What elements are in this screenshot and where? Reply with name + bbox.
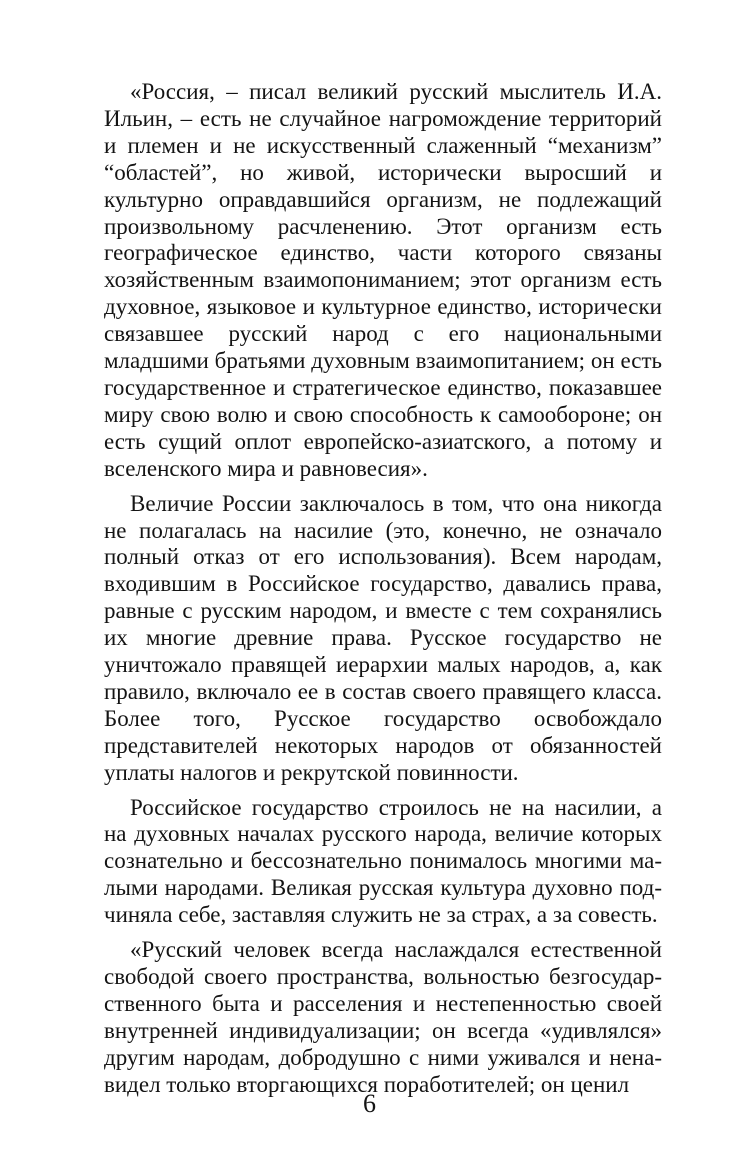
paragraph-greatness: Величие России заключалось в том, что она никогда не полагалась на насилие (это, конечно, не означало полный отказ от его использования). Всем народам, входившим в Российское государство, давались права, равные с русским народом, и вместе с тем сохранялись их многие древние права. Русское государство не уничтожало правящей иерархии малых народов, а, как правило, включало ее в состав своего правящего класса. Более того, Русское государство освобождало представителей некоторых народов от обязанностей уплаты налогов и рекрутской повинности. (104, 490, 662, 785)
paragraph-russian-person: «Русский человек всегда наслаждался естественной свободой своего пространства, вольностью безгосударственного быта и расселения и нестепенностью своей внутренней индивидуализации; он всегда «удивлялся» другим народам, добродушно с ними уживался и ненавидел только вторгающихся поработителей; он ценил (104, 937, 662, 1097)
page-number: 6 (363, 1089, 376, 1118)
body-text (104, 79, 662, 1099)
paragraph-spiritual-foundations: Российское государство строилось не на насилии, а на духовных началах русского народа, величие которых сознательно и бессознательно понималось многими малыми народами. Великая русская культура духовно подчиняла себе, заставляя служить не за страх, а за совесть. (104, 794, 662, 928)
paragraph-ilyin-quote: «Россия, – писал великий русский мыслитель И.А. Ильин, – есть не случайное нагромождение территорий и племен и не искусственный слаженный “механизм” “областей”, но живой, исторически выросший и культурно оправдавшийся организм, не подлежащий произвольному расчленению. Этот организм есть географическое единство, части которого связаны хозяйственным взаимопониманием; этот организм есть духовное, языковое и культурное единство, исторически связавшее русский народ с его национальными младшими братьями духовным взаимопитанием; он есть государственное и стратегическое единство, показавшее миру свою волю и свою способность к самообороне; он есть сущий оплот европейско-азиатского, а потому и вселенского мира и равновесия». (104, 79, 662, 481)
